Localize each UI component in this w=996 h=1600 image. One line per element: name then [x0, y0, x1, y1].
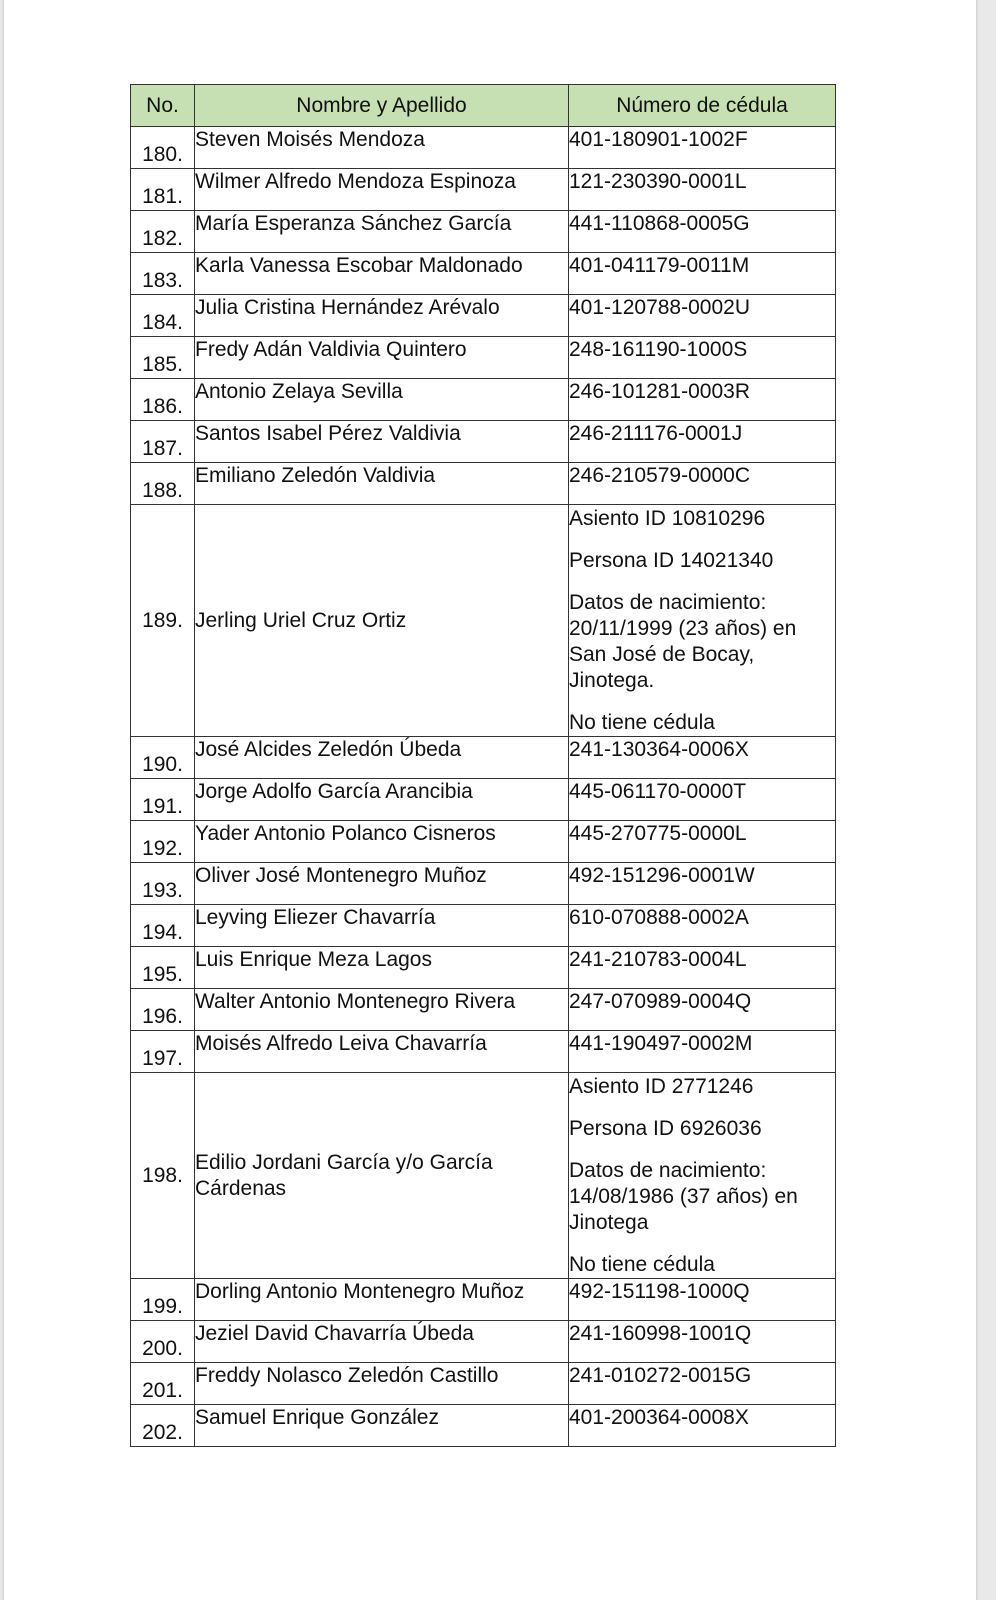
row-number: 199. [131, 1279, 195, 1321]
row-number: 200. [131, 1321, 195, 1363]
row-name: Wilmer Alfredo Mendoza Espinoza [195, 169, 569, 211]
row-number: 180. [131, 127, 195, 169]
document-page [4, 0, 976, 1600]
table-row [131, 1321, 836, 1363]
row-name: Steven Moisés Mendoza [195, 127, 569, 169]
row-number: 198. [131, 1073, 195, 1279]
row-number: 189. [131, 505, 195, 737]
row-name: Luis Enrique Meza Lagos [195, 947, 569, 989]
row-number: 192. [131, 821, 195, 863]
row-number: 194. [131, 905, 195, 947]
row-name: Antonio Zelaya Sevilla [195, 379, 569, 421]
header-row [131, 85, 836, 127]
no-cedula-note: No tiene cédula [569, 711, 715, 734]
row-name: Oliver José Montenegro Muñoz [195, 863, 569, 905]
row-number: 185. [131, 337, 195, 379]
table-row [131, 211, 836, 253]
table-row [131, 169, 836, 211]
table-row [131, 905, 836, 947]
row-cedula: 246-211176-0001J [569, 421, 836, 463]
table-row [131, 295, 836, 337]
row-cedula: 241-130364-0006X [569, 737, 836, 779]
table-row [131, 505, 836, 737]
row-number: 182. [131, 211, 195, 253]
table-row [131, 463, 836, 505]
row-cedula: 401-180901-1002F [569, 127, 836, 169]
row-cedula-details [569, 1073, 836, 1279]
row-name: Walter Antonio Montenegro Rivera [195, 989, 569, 1031]
row-cedula: 241-210783-0004L [569, 947, 836, 989]
table-body [131, 127, 836, 1447]
table-row [131, 1363, 836, 1405]
row-cedula: 121-230390-0001L [569, 169, 836, 211]
row-number: 201. [131, 1363, 195, 1405]
table-row [131, 1031, 836, 1073]
row-number: 181. [131, 169, 195, 211]
no-cedula-note: No tiene cédula [569, 1253, 715, 1276]
table-row [131, 1405, 836, 1447]
row-name: Samuel Enrique González [195, 1405, 569, 1447]
row-name: Freddy Nolasco Zeledón Castillo [195, 1363, 569, 1405]
row-cedula-details [569, 505, 836, 737]
row-number: 197. [131, 1031, 195, 1073]
row-cedula: 246-210579-0000C [569, 463, 836, 505]
row-cedula: 401-041179-0011M [569, 253, 836, 295]
row-name: Leyving Eliezer Chavarría [195, 905, 569, 947]
persona-id: Persona ID 6926036 [569, 1117, 762, 1140]
row-number: 183. [131, 253, 195, 295]
row-number: 193. [131, 863, 195, 905]
row-cedula: 445-061170-0000T [569, 779, 836, 821]
row-cedula: 401-200364-0008X [569, 1405, 836, 1447]
row-cedula: 441-110868-0005G [569, 211, 836, 253]
row-number: 195. [131, 947, 195, 989]
row-name: Yader Antonio Polanco Cisneros [195, 821, 569, 863]
table-row [131, 379, 836, 421]
row-name: María Esperanza Sánchez García [195, 211, 569, 253]
row-number: 186. [131, 379, 195, 421]
persona-id: Persona ID 14021340 [569, 549, 774, 572]
asiento-id: Asiento ID 2771246 [569, 1075, 754, 1098]
row-cedula: 401-120788-0002U [569, 295, 836, 337]
table-row [131, 127, 836, 169]
row-name: Moisés Alfredo Leiva Chavarría [195, 1031, 569, 1073]
row-number: 184. [131, 295, 195, 337]
row-name: José Alcides Zeledón Úbeda [195, 737, 569, 779]
row-name: Julia Cristina Hernández Arévalo [195, 295, 569, 337]
table-row [131, 989, 836, 1031]
row-cedula: 492-151198-1000Q [569, 1279, 836, 1321]
row-name: Jorge Adolfo García Arancibia [195, 779, 569, 821]
row-cedula: 248-161190-1000S [569, 337, 836, 379]
table-row [131, 421, 836, 463]
row-cedula: 492-151296-0001W [569, 863, 836, 905]
row-name: Jeziel David Chavarría Úbeda [195, 1321, 569, 1363]
roster-table [130, 84, 836, 1447]
birth-data: Datos de nacimiento: 20/11/1999 (23 años) en San José de Bocay, Jinotega. [569, 591, 797, 692]
row-cedula: 441-190497-0002M [569, 1031, 836, 1073]
row-name: Jerling Uriel Cruz Ortiz [195, 505, 569, 737]
table-row [131, 779, 836, 821]
table-row [131, 337, 836, 379]
row-name: Emiliano Zeledón Valdivia [195, 463, 569, 505]
row-cedula: 241-010272-0015G [569, 1363, 836, 1405]
row-number: 190. [131, 737, 195, 779]
table-row [131, 1073, 836, 1279]
row-cedula: 246-101281-0003R [569, 379, 836, 421]
row-name: Karla Vanessa Escobar Maldonado [195, 253, 569, 295]
row-name: Edilio Jordani García y/o García Cárdenas [195, 1073, 569, 1279]
birth-data: Datos de nacimiento: 14/08/1986 (37 años) en Jinotega [569, 1159, 798, 1234]
row-name: Fredy Adán Valdivia Quintero [195, 337, 569, 379]
row-number: 202. [131, 1405, 195, 1447]
row-name: Santos Isabel Pérez Valdivia [195, 421, 569, 463]
header-cedula: Número de cédula [569, 85, 836, 127]
row-cedula: 241-160998-1001Q [569, 1321, 836, 1363]
row-name: Dorling Antonio Montenegro Muñoz [195, 1279, 569, 1321]
table-row [131, 253, 836, 295]
row-number: 191. [131, 779, 195, 821]
row-cedula: 247-070989-0004Q [569, 989, 836, 1031]
row-number: 188. [131, 463, 195, 505]
table-row [131, 737, 836, 779]
row-cedula: 445-270775-0000L [569, 821, 836, 863]
asiento-id: Asiento ID 10810296 [569, 507, 766, 530]
header-name: Nombre y Apellido [195, 85, 569, 127]
row-cedula: 610-070888-0002A [569, 905, 836, 947]
table-row [131, 947, 836, 989]
table-row [131, 821, 836, 863]
header-no: No. [131, 85, 195, 127]
table-row [131, 1279, 836, 1321]
table-row [131, 863, 836, 905]
row-number: 196. [131, 989, 195, 1031]
row-number: 187. [131, 421, 195, 463]
